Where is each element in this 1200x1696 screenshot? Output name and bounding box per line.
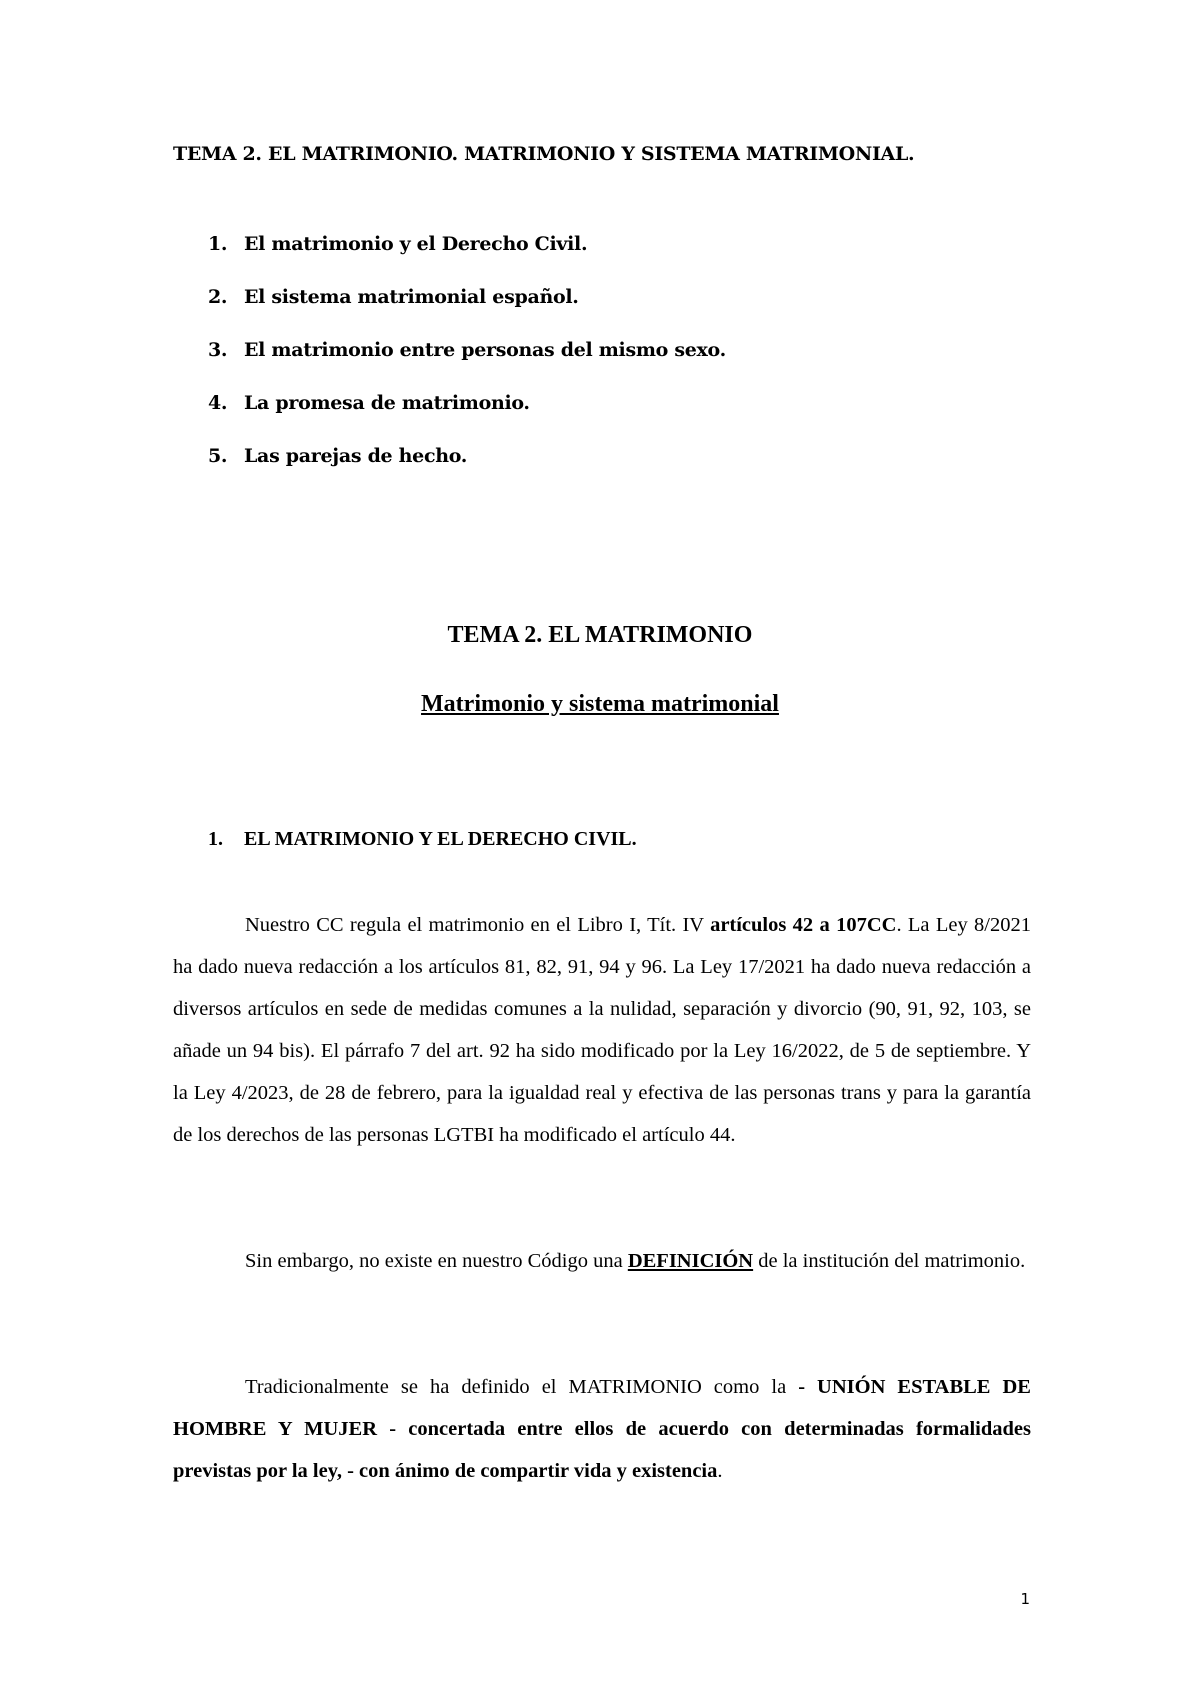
paragraph-text: Sin embargo, no existe en nuestro Código una <box>245 1250 628 1272</box>
sub-title: Matrimonio y sistema matrimonial <box>421 691 779 717</box>
toc-item-number: 4. <box>208 392 228 414</box>
toc-item-number: 2. <box>208 286 228 308</box>
toc-item-number: 1. <box>208 233 228 255</box>
main-title: TEMA 2. EL MATRIMONIO <box>447 622 753 648</box>
section-heading-text: EL MATRIMONIO Y EL DERECHO CIVIL. <box>244 828 637 850</box>
toc-item-number: 5. <box>208 445 228 467</box>
paragraph-traditional <box>173 1366 1031 1492</box>
toc-item-label: El matrimonio y el Derecho Civil. <box>244 233 588 255</box>
paragraph-text: de la institución del matrimonio. <box>753 1250 1026 1272</box>
paragraph-text: Tradicionalmente se ha definido el MATRIMONIO como la <box>245 1376 799 1398</box>
toc-item-number: 3. <box>208 339 228 361</box>
toc-item-label: La promesa de matrimonio. <box>244 392 530 414</box>
section-number: 1. <box>208 828 223 850</box>
paragraph-text: . <box>717 1460 723 1482</box>
toc-title: TEMA 2. EL MATRIMONIO. MATRIMONIO Y SISTEMA MATRIMONIAL. <box>173 143 915 165</box>
toc-item-label: Las parejas de hecho. <box>244 445 468 467</box>
bold-definition: - UNIÓN ESTABLE DE HOMBRE Y MUJER - concertada entre ellos de acuerdo con determinadas formalidades previstas por la ley, - con ánimo de compartir vida y existencia <box>173 1376 1031 1482</box>
toc-item-label: El sistema matrimonial español. <box>244 286 579 308</box>
paragraph-definition <box>173 1240 1031 1282</box>
toc-item-label: El matrimonio entre personas del mismo sexo. <box>244 339 726 361</box>
paragraph-text: . La Ley 8/2021 ha dado nueva redacción a los artículos 81, 82, 91, 94 y 96. La Ley 17/2021 ha dado nueva redacción a diversos artículos en sede de medidas comunes a la nulidad, separación y divorcio (90, 91, 92, 103, se añade un 94 bis). El párrafo 7 del art. 92 ha sido modificado por la Ley 16/2022, de 5 de septiembre. Y la Ley 4/2023, de 28 de febrero, para la igualdad real y efectiva de las personas trans y para la garantía de los derechos de las personas LGTBI ha modificado el artículo 44. <box>173 914 1031 1146</box>
bold-reference: artículos 42 a 107CC <box>710 914 897 936</box>
paragraph-text: Nuestro CC regula el matrimonio en el Libro I, Tít. IV <box>245 914 711 936</box>
underlined-term: DEFINICIÓN <box>627 1250 754 1272</box>
page-number: 1 <box>1020 1590 1030 1608</box>
paragraph-regulation <box>173 904 1031 1156</box>
